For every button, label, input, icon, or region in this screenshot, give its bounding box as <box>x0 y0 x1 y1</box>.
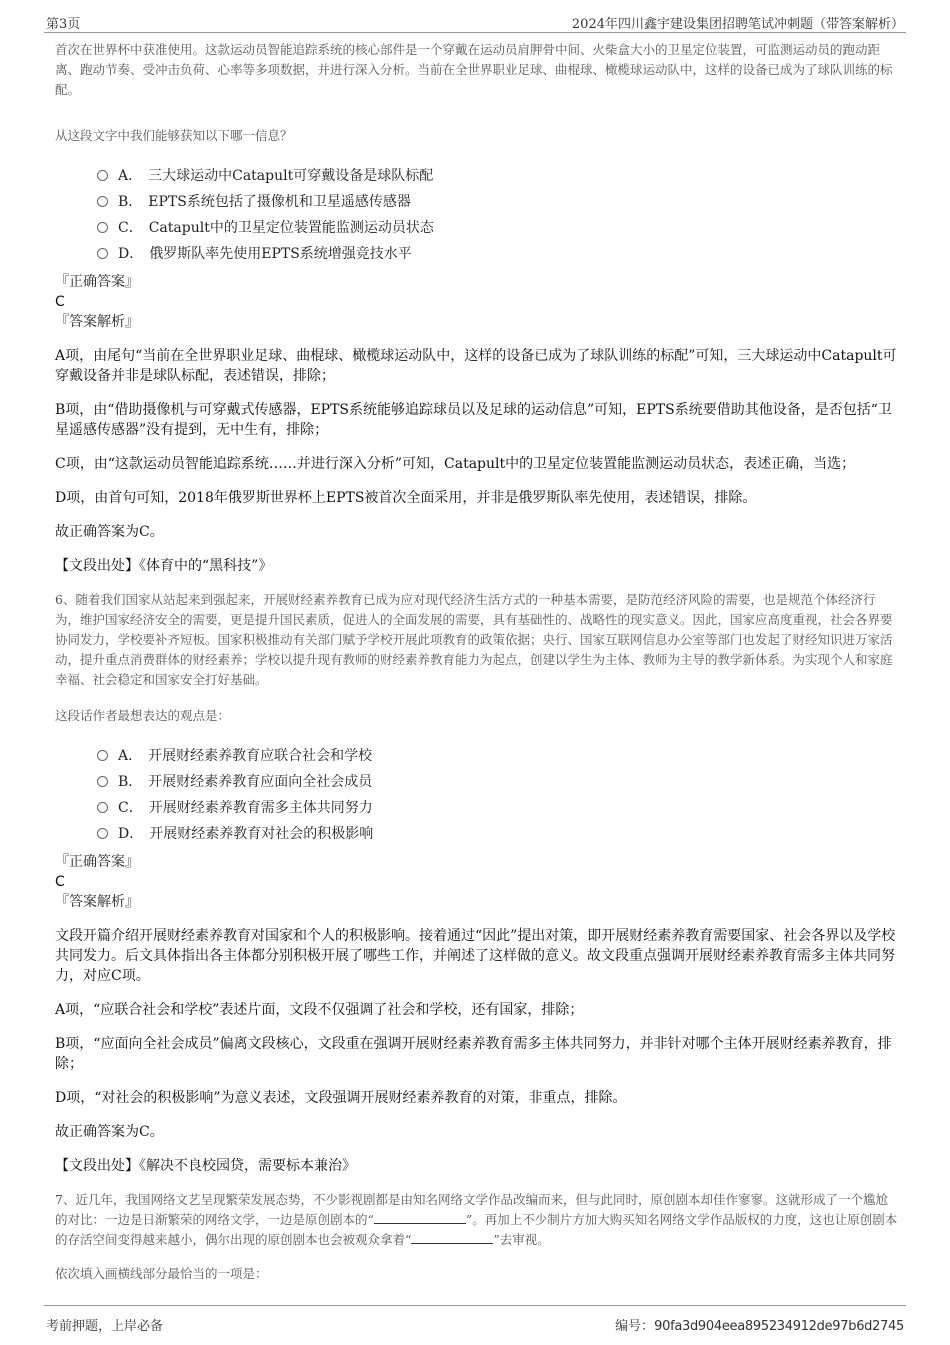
q6-analysis-d: D项，“对社会的积极影响”为意义表述，文段强调开展财经素养教育的对策，非重点，排除。 <box>55 1090 627 1106</box>
q6-options <box>97 742 900 846</box>
page-header <box>44 8 906 33</box>
fill-blank-2 <box>411 1231 493 1244</box>
q6-analysis-a: A项，“应联合社会和学校”表述片面，文段不仅强调了社会和学校，还有国家，排除； <box>55 1002 584 1018</box>
page-footer <box>44 1305 906 1334</box>
q5-options <box>97 162 900 266</box>
radio-icon[interactable] <box>97 170 108 181</box>
q5-analysis-c: C项，由“这款运动员智能追踪系统……并进行深入分析”可知，Catapult中的卫星定位装置能监测运动员状态，表述正确，当选； <box>55 456 856 472</box>
radio-icon[interactable] <box>97 828 108 839</box>
document-code: 编号：90fa3d904eea895234912de97b6d2745 <box>615 1319 904 1334</box>
q6-conclusion: 故正确答案为C。 <box>55 1124 164 1140</box>
q5-answer: C <box>55 294 65 310</box>
q5-passage: 首次在世界杯中获准使用。这款运动员智能追踪系统的核心部件是一个穿戴在运动员肩胛骨中间、火柴盒大小的卫星定位装置，可监测运动员的跑动距离、跑动节奏、受冲击负荷、心率等多项数据，并进行深入分析。当前在全世界职业足球、曲棍球、橄榄球运动队中，这样的设备已成为了球队训练的标配。 <box>55 42 893 97</box>
q5-option-c[interactable]: C． Catapult中的卫星定位装置能监测运动员状态 <box>97 214 900 240</box>
q6-analysis-summary: 文段开篇介绍开展财经素养教育对国家和个人的积极影响。接着通过“因此”提出对策，即开展财经素养教育需要国家、社会各界以及学校共同发力。后文具体指出各主体都分别积极开展了哪些工作，并阐述了这样做的意义。故文段重点强调开展财经素养教育需多主体共同努力，对应C项。 <box>55 928 896 984</box>
footer-motto: 考前押题，上岸必备 <box>46 1319 164 1334</box>
q5-source: 【文段出处】《体育中的“黑科技”》 <box>55 558 273 574</box>
radio-icon[interactable] <box>97 802 108 813</box>
q6-option-c[interactable]: C． 开展财经素养教育需多主体共同努力 <box>97 794 900 820</box>
radio-icon[interactable] <box>97 222 108 233</box>
q6-option-a[interactable]: A． 开展财经素养教育应联合社会和学校 <box>97 742 900 768</box>
q5-option-a[interactable]: A． 三大球运动中Catapult可穿戴设备是球队标配 <box>97 162 900 188</box>
q6-answer: C <box>55 874 65 890</box>
q5-analysis-b: B项，由“借助摄像机与可穿戴式传感器，EPTS系统能够追踪球员以及足球的运动信息”可知，EPTS系统要借助其他设备，是否包括“卫星遥感传感器”没有提到，无中生有，排除； <box>55 402 892 438</box>
q6-option-d[interactable]: D． 开展财经素养教育对社会的积极影响 <box>97 820 900 846</box>
q5-analysis-d: D项，由首句可知，2018年俄罗斯世界杯上EPTS被首次全面采用，并非是俄罗斯队率先使用，表述错误，排除。 <box>55 490 757 506</box>
q5-question: 从这段文字中我们能够获知以下哪一信息？ <box>55 128 293 143</box>
q5-option-d[interactable]: D． 俄罗斯队率先使用EPTS系统增强竞技水平 <box>97 240 900 266</box>
q6-analysis-b: B项，“应面向全社会成员”偏离文段核心，文段重在强调开展财经素养教育需多主体共同努力，并非针对哪个主体开展财经素养教育，排除； <box>55 1036 892 1072</box>
q5-conclusion: 故正确答案为C。 <box>55 524 164 540</box>
radio-icon[interactable] <box>97 196 108 207</box>
radio-icon[interactable] <box>97 776 108 787</box>
page-content <box>55 40 900 1284</box>
q7-question: 依次填入画横线部分最恰当的一项是： <box>55 1266 268 1281</box>
q6-analysis-label: 『答案解析』 <box>55 894 139 910</box>
q7-passage: 7、近几年，我国网络文艺呈现繁荣发展态势，不少影视剧都是由知名网络文学作品改编而来，但与此同时，原创剧本却佳作寥寥。这就形成了一个尴尬的对比：一边是日渐繁荣的网络文学，一边是原创剧本的“ ”。再加上不少制片方加大购买知名网络文学作品版权的力度，这也让原创剧本的存活空间变得越来越小，偶尔出现的原创剧本也会被观众拿着“ ”去审视。 <box>55 1192 898 1247</box>
q5-analysis-a: A项，由尾句“当前在全世界职业足球、曲棍球、橄榄球运动队中，这样的设备已成为了球队训练的标配”可知，三大球运动中Catapult可穿戴设备并非是球队标配，表述错误，排除； <box>55 348 897 384</box>
q6-question: 这段话作者最想表达的观点是： <box>55 708 231 723</box>
q6-source: 【文段出处】《解决不良校园贷，需要标本兼治》 <box>55 1158 356 1174</box>
q5-answer-label: 『正确答案』 <box>55 274 139 290</box>
q5-analysis-label: 『答案解析』 <box>55 314 139 330</box>
q6-option-b[interactable]: B． 开展财经素养教育应面向全社会成员 <box>97 768 900 794</box>
q6-answer-label: 『正确答案』 <box>55 854 139 870</box>
radio-icon[interactable] <box>97 248 108 259</box>
q6-passage: 6、随着我们国家从站起来到强起来，开展财经素养教育已成为应对现代经济生活方式的一种基本需要，是防范经济风险的需要，也是规范个体经济行为，维护国家经济安全的需要，更是提升国民素质，促进人的全面发展的需要，具有基础性的、战略性的现实意义。因此，国家应高度重视，社会各界要协同发力，学校要补齐短板。国家积极推动有关部门赋予学校开展此项教育的政策依据；央行、国家互联网信息办公室等部门也发起了财经知识进万家活动，提升重点消费群体的财经素养；学校以提升现有教师的财经素养教育能力为起点，创建以学生为主体、教师为主导的教学新体系。为实现个人和家庭幸福、社会稳定和国家安全打好基础。 <box>55 592 893 687</box>
q5-option-b[interactable]: B． EPTS系统包括了摄像机和卫星遥感传感器 <box>97 188 900 214</box>
fill-blank-1 <box>374 1211 466 1224</box>
page-number: 第3页 <box>46 17 81 32</box>
radio-icon[interactable] <box>97 750 108 761</box>
document-title: 2024年四川鑫宇建设集团招聘笔试冲刺题（带答案解析） <box>571 17 904 32</box>
